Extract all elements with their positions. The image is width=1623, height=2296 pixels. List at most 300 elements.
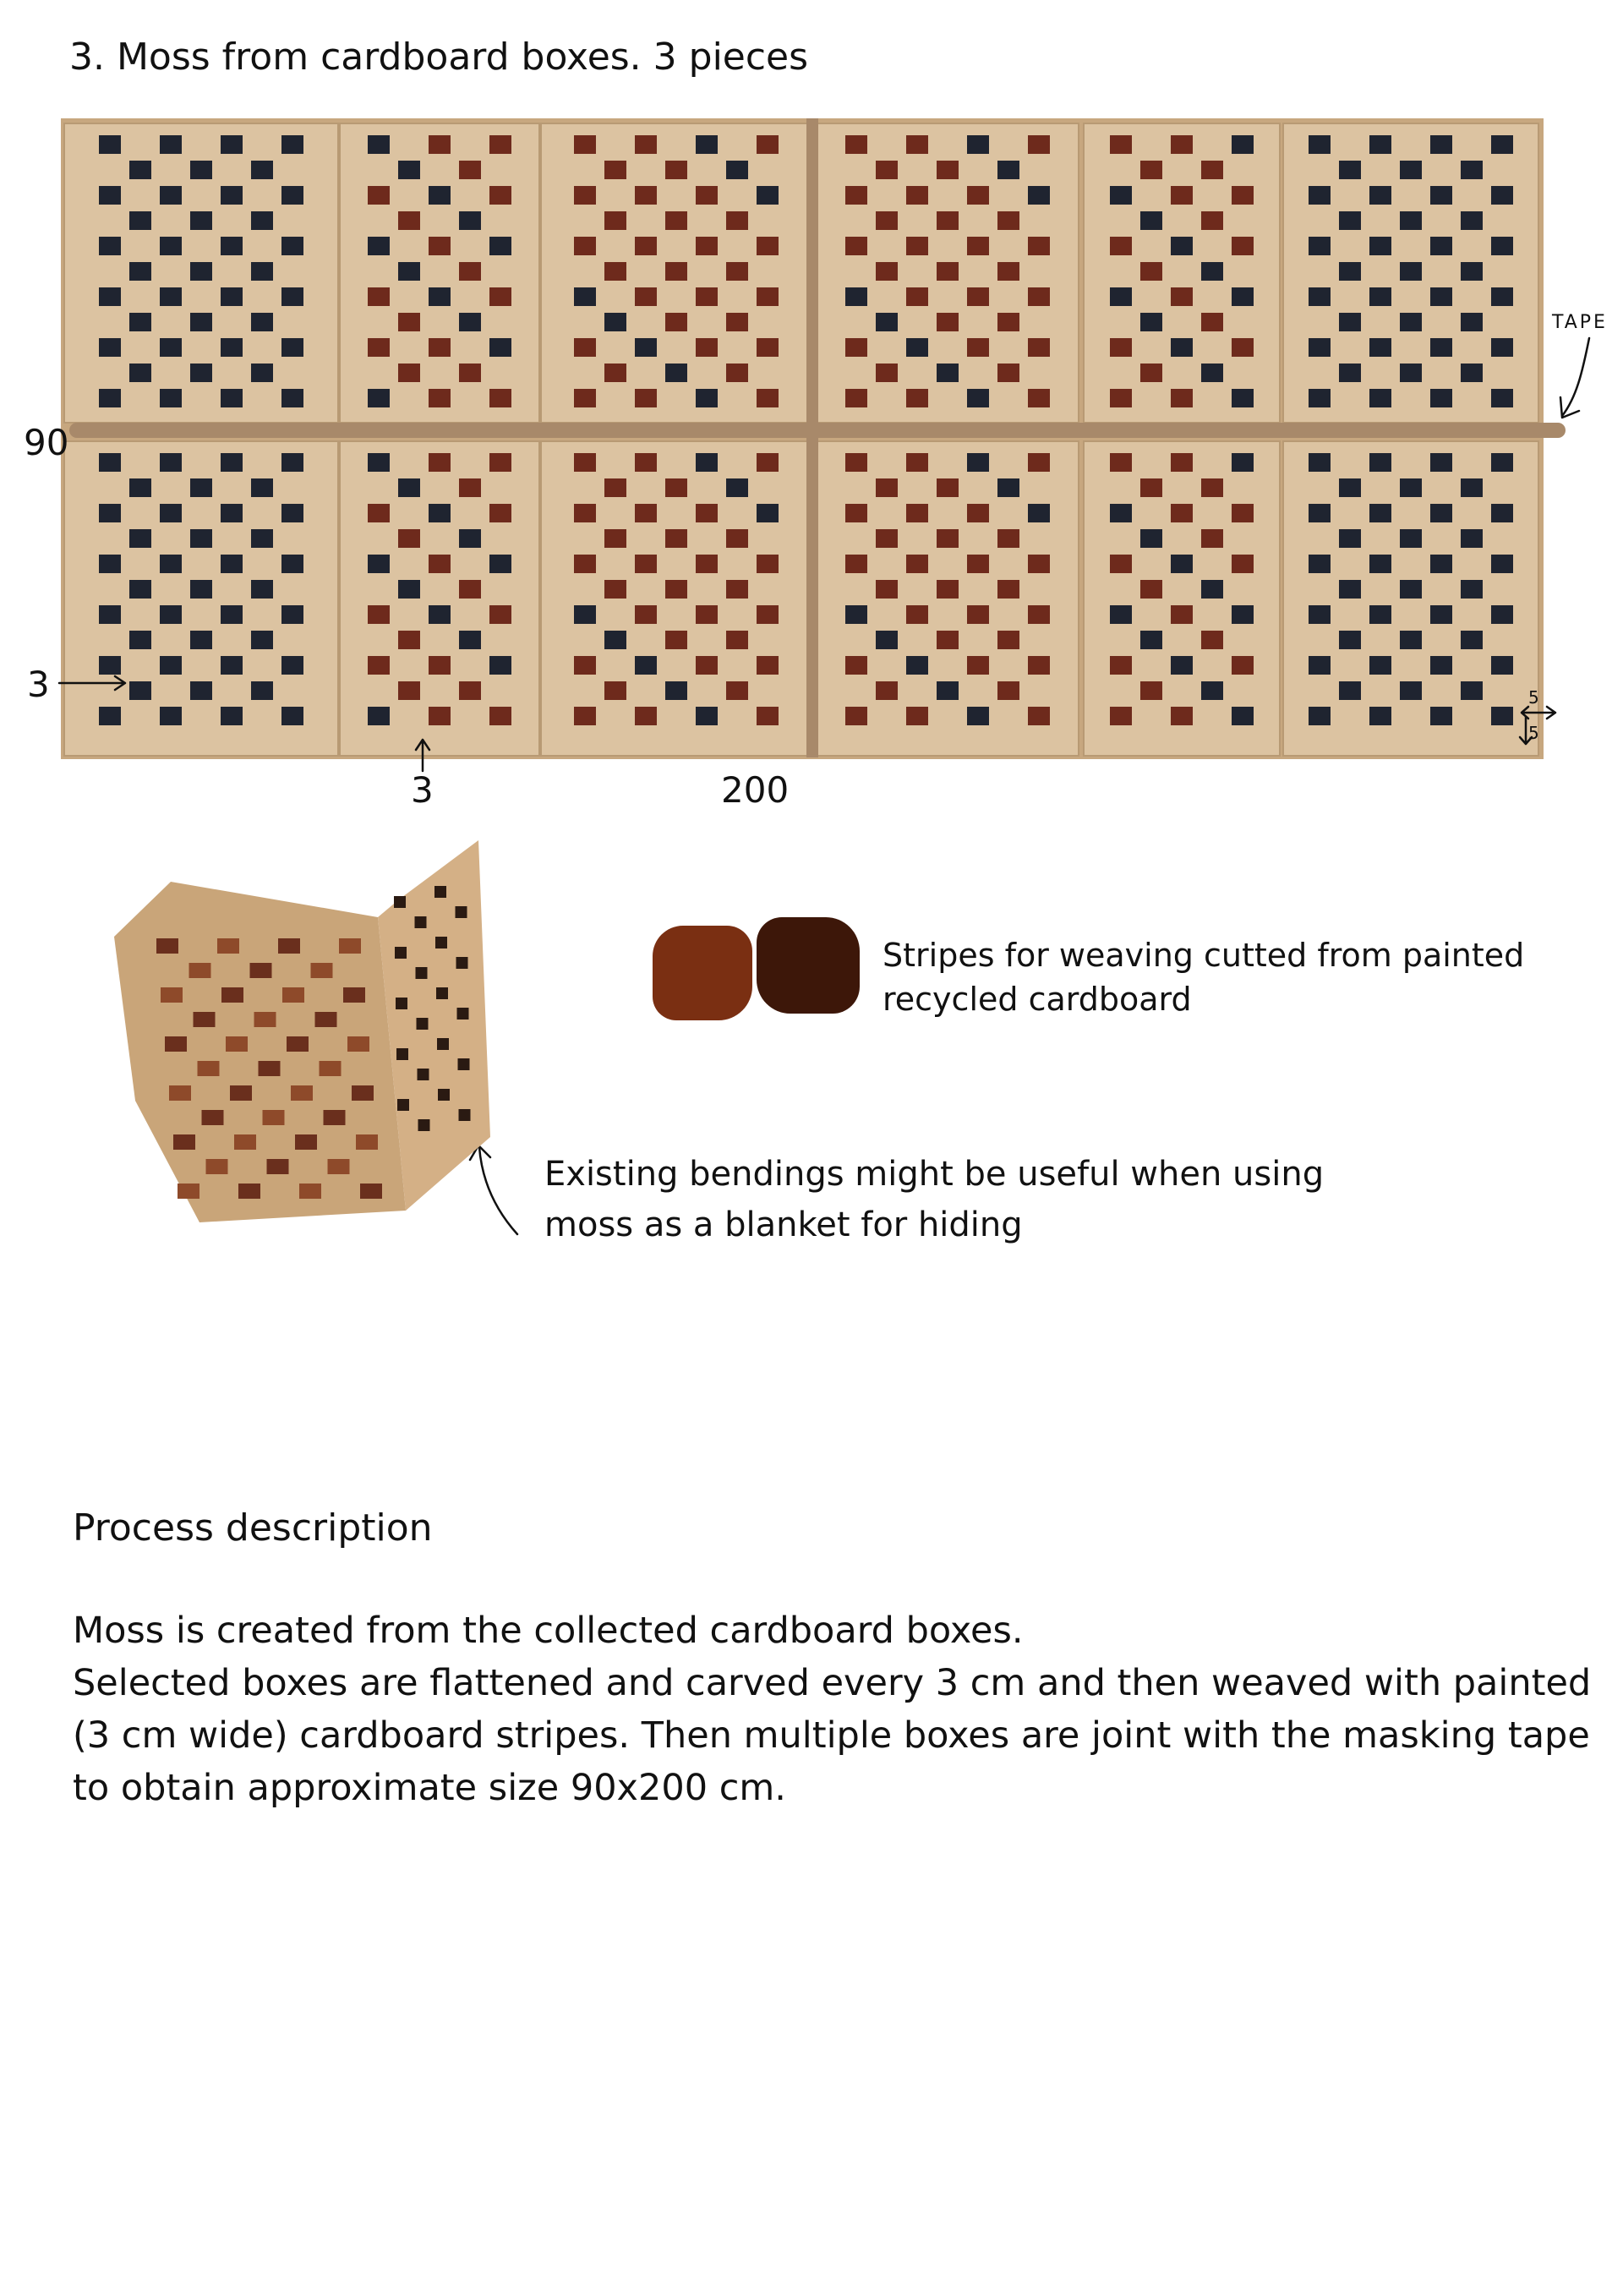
weave-cell [160, 135, 182, 154]
weave-cell [997, 262, 1019, 281]
weave-cell [757, 237, 779, 255]
weave-cell [1201, 631, 1223, 649]
weave-cell [129, 211, 151, 230]
weave-cell [1400, 529, 1422, 548]
weave-cell [1369, 707, 1391, 725]
weave-cell [937, 631, 959, 649]
weave-cell [967, 186, 989, 205]
weave-cell [1171, 135, 1193, 154]
weave-cell [1232, 338, 1254, 357]
weave-cell [997, 478, 1019, 497]
weave-cell [635, 605, 657, 624]
weave-cell [429, 389, 451, 407]
weave-cell [1140, 631, 1162, 649]
weave-cell [1232, 555, 1254, 573]
weave-cell [1201, 681, 1223, 700]
weave-cell [906, 707, 928, 725]
weave-cell [99, 504, 121, 522]
weave-cell [845, 656, 867, 675]
weave-cell [489, 287, 511, 306]
weave-cell [129, 580, 151, 599]
weave-cell [1110, 186, 1132, 205]
weave-cell [937, 313, 959, 331]
process-paragraph [73, 1604, 1603, 1814]
weave-cell [459, 364, 481, 382]
weave-cell [1491, 135, 1513, 154]
weave-cell [604, 364, 626, 382]
weave-cell [845, 707, 867, 725]
weave-cell [1400, 262, 1422, 281]
process-line: (3 cm wide) cardboard stripes. Then multiple boxes are joint with the masking tape [73, 1714, 1590, 1757]
weave-cell [757, 504, 779, 522]
weave-cell [1430, 453, 1452, 472]
weave-cell [1369, 555, 1391, 573]
weave-cell [1309, 656, 1331, 675]
weave-cell [489, 186, 511, 205]
weave-cell [398, 161, 420, 179]
weave-cell [665, 364, 687, 382]
weave-cell [696, 453, 718, 472]
weave-cell [1461, 580, 1483, 599]
weave-cell [1491, 389, 1513, 407]
weave-cell [368, 186, 390, 205]
weave-cell [160, 389, 182, 407]
swatch-dark-brown [757, 917, 860, 1014]
weave-cell [221, 453, 243, 472]
weave-cell [1201, 211, 1223, 230]
weave-cell [604, 580, 626, 599]
weave-cell [129, 161, 151, 179]
weave-cell [489, 605, 511, 624]
weave-cell [281, 389, 303, 407]
weave-cell [757, 287, 779, 306]
weave-cell [1028, 707, 1050, 725]
weave-cell [190, 211, 212, 230]
weave-cell [251, 211, 273, 230]
weave-cell [1110, 656, 1132, 675]
weave-cell [1430, 707, 1452, 725]
weave-cell [845, 135, 867, 154]
weave-cell [190, 681, 212, 700]
weave-cell [1339, 478, 1361, 497]
weave-cell [726, 364, 748, 382]
weave-cell [1430, 338, 1452, 357]
weave-cell [160, 287, 182, 306]
weave-cell [937, 529, 959, 548]
weave-cell [1400, 631, 1422, 649]
weave-cell [574, 135, 596, 154]
weave-cell [368, 135, 390, 154]
weave-cell [937, 580, 959, 599]
weave-cell [1491, 338, 1513, 357]
weave-cell [190, 262, 212, 281]
weave-cell [368, 605, 390, 624]
weave-cell [635, 504, 657, 522]
weave-cell [1232, 389, 1254, 407]
weave-cell [635, 186, 657, 205]
weave-cell [99, 605, 121, 624]
weave-cell [251, 681, 273, 700]
weave-cell [1461, 529, 1483, 548]
weave-cell [398, 529, 420, 548]
weave-cell [368, 287, 390, 306]
weave-cell [1028, 504, 1050, 522]
weave-cell [997, 313, 1019, 331]
swatch-rust [653, 926, 752, 1020]
process-line: Selected boxes are flattened and carved every 3 cm and then weaved with painted [73, 1662, 1592, 1704]
weave-cell [635, 135, 657, 154]
weave-cell [665, 313, 687, 331]
weave-cell [1339, 529, 1361, 548]
weave-cell [1110, 555, 1132, 573]
weave-cell [129, 529, 151, 548]
weave-cell [221, 135, 243, 154]
weave-cell [1369, 605, 1391, 624]
weave-cell [1369, 186, 1391, 205]
weave-cell [1491, 656, 1513, 675]
weave-cell [937, 161, 959, 179]
weave-cell [190, 313, 212, 331]
weave-cell [1028, 453, 1050, 472]
weave-cell [1171, 707, 1193, 725]
weave-cell [251, 478, 273, 497]
weave-cell [845, 555, 867, 573]
weave-cell [1339, 681, 1361, 700]
weave-cell [665, 478, 687, 497]
weave-cell [1140, 262, 1162, 281]
weave-cell [1232, 504, 1254, 522]
weave-cell [368, 389, 390, 407]
weave-cell [1110, 287, 1132, 306]
weave-cell [1369, 504, 1391, 522]
weave-cell [1232, 237, 1254, 255]
weave-cell [845, 605, 867, 624]
weave-cell [1110, 338, 1132, 357]
weave-cell [635, 237, 657, 255]
cardboard-box [340, 123, 539, 423]
weave-cell [368, 555, 390, 573]
weave-cell [1400, 478, 1422, 497]
corner-label-a: 5 [1528, 687, 1539, 708]
weave-cell [876, 681, 898, 700]
weave-cell [368, 453, 390, 472]
weave-cell [129, 478, 151, 497]
weave-cell [1171, 186, 1193, 205]
weave-cell [665, 262, 687, 281]
weave-cell [190, 161, 212, 179]
weave-cell [1110, 389, 1132, 407]
weave-cell [997, 631, 1019, 649]
weave-cell [489, 453, 511, 472]
weave-cell [160, 555, 182, 573]
weave-cell [876, 529, 898, 548]
weave-cell [696, 707, 718, 725]
weave-cell [99, 453, 121, 472]
weave-cell [429, 605, 451, 624]
weave-cell [1232, 186, 1254, 205]
weave-cell [1491, 453, 1513, 472]
weave-cell [906, 287, 928, 306]
weave-cell [1369, 453, 1391, 472]
weave-cell [281, 656, 303, 675]
weave-cell [429, 453, 451, 472]
process-line: to obtain approximate size 90x200 cm. [73, 1767, 786, 1809]
weave-cell [1491, 186, 1513, 205]
weave-cell [574, 186, 596, 205]
weave-cell [967, 389, 989, 407]
weave-cell [221, 605, 243, 624]
weave-cell [1201, 161, 1223, 179]
weave-cell [1110, 135, 1132, 154]
weave-cell [1232, 135, 1254, 154]
weave-cell [726, 478, 748, 497]
weave-cell [1171, 338, 1193, 357]
weave-cell [281, 453, 303, 472]
weave-cell [221, 389, 243, 407]
weave-cell [1339, 631, 1361, 649]
weave-cell [160, 186, 182, 205]
weave-cell [1140, 529, 1162, 548]
weave-cell [99, 287, 121, 306]
weave-cell [1400, 580, 1422, 599]
weave-cell [876, 364, 898, 382]
weave-cell [160, 656, 182, 675]
weave-cell [1461, 211, 1483, 230]
weave-cell [1201, 580, 1223, 599]
weave-cell [635, 287, 657, 306]
weave-cell [1110, 237, 1132, 255]
weave-cell [665, 529, 687, 548]
weave-cell [696, 287, 718, 306]
weave-cell [696, 605, 718, 624]
weave-cell [221, 656, 243, 675]
weave-cell [604, 262, 626, 281]
weave-cell [1171, 656, 1193, 675]
weave-cell [429, 656, 451, 675]
weave-cell [1309, 237, 1331, 255]
weave-cell [726, 211, 748, 230]
weave-cell [1491, 707, 1513, 725]
weave-cell [368, 237, 390, 255]
weave-cell [1028, 389, 1050, 407]
weave-cell [876, 262, 898, 281]
weave-cell [160, 504, 182, 522]
weave-cell [726, 681, 748, 700]
weave-cell [1400, 681, 1422, 700]
weave-cell [489, 338, 511, 357]
weave-cell [251, 364, 273, 382]
weave-cell [489, 656, 511, 675]
weave-cell [967, 605, 989, 624]
weave-cell [1430, 135, 1452, 154]
weave-cell [845, 287, 867, 306]
weave-cell [1171, 287, 1193, 306]
weave-cell [696, 555, 718, 573]
weave-cell [190, 529, 212, 548]
weave-cell [967, 453, 989, 472]
bend-note-line1: Existing bendings might be useful when using [544, 1155, 1325, 1194]
weave-cell [906, 656, 928, 675]
weave-cell [1140, 161, 1162, 179]
weave-cell [190, 364, 212, 382]
weave-cell [876, 161, 898, 179]
weave-cell [1491, 237, 1513, 255]
weave-cell [726, 529, 748, 548]
weave-cell [1171, 389, 1193, 407]
weave-cell [1339, 364, 1361, 382]
weave-cell [967, 135, 989, 154]
weave-cell [876, 580, 898, 599]
process-title: Process description [73, 1506, 433, 1550]
weave-cell [635, 453, 657, 472]
weave-cell [281, 555, 303, 573]
weave-cell [1201, 262, 1223, 281]
weave-cell [1491, 555, 1513, 573]
weave-cell [696, 186, 718, 205]
weave-cell [281, 135, 303, 154]
weave-cell [845, 504, 867, 522]
weave-cell [459, 529, 481, 548]
weave-cell [574, 237, 596, 255]
weave-cell [489, 135, 511, 154]
weave-cell [1028, 135, 1050, 154]
weave-cell [845, 338, 867, 357]
weave-cell [1028, 287, 1050, 306]
weave-cell [696, 389, 718, 407]
weave-cell [574, 605, 596, 624]
cardboard-box [1084, 123, 1280, 423]
weave-cell [1491, 287, 1513, 306]
weave-cell [604, 161, 626, 179]
corner-label-b: 5 [1528, 723, 1539, 743]
weave-cell [1309, 453, 1331, 472]
weave-cell [1028, 237, 1050, 255]
weave-cell [1110, 707, 1132, 725]
weave-cell [1400, 364, 1422, 382]
weave-cell [160, 237, 182, 255]
weave-cell [574, 389, 596, 407]
weave-cell [604, 529, 626, 548]
weave-cell [251, 262, 273, 281]
weave-cell [1339, 313, 1361, 331]
weave-cell [876, 631, 898, 649]
weave-cell [876, 211, 898, 230]
weave-cell [129, 313, 151, 331]
weave-cell [129, 631, 151, 649]
weave-cell [429, 237, 451, 255]
weave-cell [251, 161, 273, 179]
weave-cell [1140, 580, 1162, 599]
weave-cell [635, 555, 657, 573]
weave-cell [160, 338, 182, 357]
weave-cell [1400, 161, 1422, 179]
weave-cell [696, 504, 718, 522]
weave-cell [398, 478, 420, 497]
weave-cell [726, 580, 748, 599]
weave-cell [1201, 364, 1223, 382]
weave-cell [1110, 605, 1132, 624]
process-line: Moss is created from the collected cardboard boxes. [73, 1610, 1024, 1652]
weave-cell [906, 389, 928, 407]
weave-cell [665, 681, 687, 700]
weave-cell [604, 211, 626, 230]
weave-cell [1430, 237, 1452, 255]
weave-cell [1430, 287, 1452, 306]
weave-cell [574, 707, 596, 725]
weave-cell [1430, 605, 1452, 624]
weave-cell [1201, 478, 1223, 497]
weave-cell [1171, 453, 1193, 472]
weave-cell [1369, 338, 1391, 357]
weave-cell [1110, 453, 1132, 472]
weave-cell [757, 453, 779, 472]
weave-cell [1309, 555, 1331, 573]
weave-cell [429, 135, 451, 154]
swatch-caption-line2: recycled cardboard [883, 981, 1192, 1018]
weave-cell [1232, 605, 1254, 624]
weave-cell [574, 287, 596, 306]
weave-cell [906, 555, 928, 573]
arrow-tape [1560, 338, 1589, 418]
weave-cell [665, 580, 687, 599]
weave-cell [281, 287, 303, 306]
weave-cell [906, 605, 928, 624]
weave-cell [696, 338, 718, 357]
weave-cell [1461, 161, 1483, 179]
weave-cell [1201, 313, 1223, 331]
weave-cell [1400, 211, 1422, 230]
weave-cell [221, 707, 243, 725]
weave-cell [429, 504, 451, 522]
weave-cell [99, 237, 121, 255]
weave-cell [398, 631, 420, 649]
weave-cell [221, 237, 243, 255]
weave-cell [635, 707, 657, 725]
weave-cell [665, 631, 687, 649]
weave-cell [604, 313, 626, 331]
weave-cell [876, 478, 898, 497]
weave-cell [251, 631, 273, 649]
weave-cell [1339, 211, 1361, 230]
weave-cell [1309, 504, 1331, 522]
weave-cell [997, 529, 1019, 548]
weave-cell [221, 338, 243, 357]
weave-cell [1461, 313, 1483, 331]
weave-cell [997, 364, 1019, 382]
weave-cell [1309, 707, 1331, 725]
weave-cell [1232, 707, 1254, 725]
weave-cell [1369, 237, 1391, 255]
weave-cell [1171, 237, 1193, 255]
weave-cell [845, 389, 867, 407]
weave-cell [1309, 389, 1331, 407]
weave-cell [190, 580, 212, 599]
weave-cell [489, 237, 511, 255]
weave-cell [281, 504, 303, 522]
weave-cell [726, 262, 748, 281]
weave-cell [429, 287, 451, 306]
weave-cell [99, 186, 121, 205]
weave-cell [906, 237, 928, 255]
page-title: 3. Moss from cardboard boxes. 3 pieces [69, 36, 809, 79]
weave-cell [906, 135, 928, 154]
weave-cell [221, 555, 243, 573]
weave-cell [757, 135, 779, 154]
weave-cell [221, 287, 243, 306]
weave-cell [1461, 262, 1483, 281]
weave-cell [1369, 287, 1391, 306]
height-dimension-label: 90 [24, 422, 69, 463]
